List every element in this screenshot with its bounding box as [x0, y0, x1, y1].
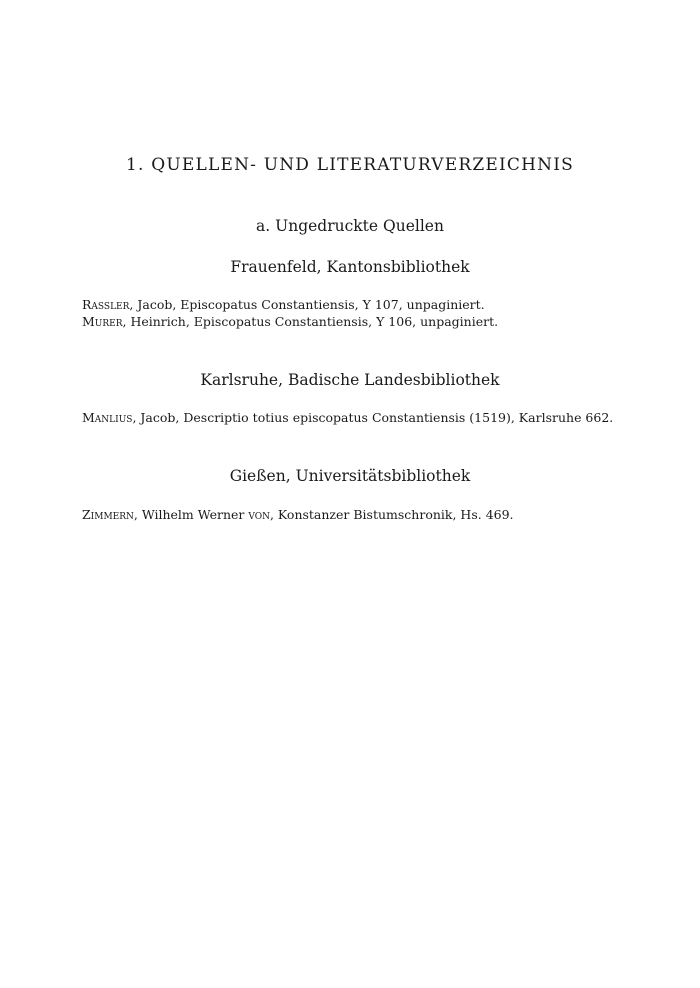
subsection-title: a. Ungedruckte Quellen: [256, 217, 444, 235]
entry-details: , Jacob, Descriptio totius episcopatus Constantiensis (1519), Karlsruhe 662.: [132, 410, 614, 425]
bibliography-entry: [82, 410, 613, 425]
entry-details: , Wilhelm Werner: [133, 507, 249, 522]
entry-details: , Heinrich, Episcopatus Constantiensis, Y 106, unpaginiert.: [122, 314, 499, 329]
entry-details: , Jacob, Episcopatus Constantiensis, Y 107, unpaginiert.: [129, 297, 485, 312]
entry-author: Manlius: [82, 410, 133, 425]
entry-author: Zimmern: [82, 507, 134, 522]
library-heading-frauenfeld: Frauenfeld, Kantonsbibliothek: [230, 258, 470, 276]
chapter-title: 1. QUELLEN- UND LITERATURVERZEICHNIS: [126, 155, 574, 175]
entry-author: Rassler: [82, 297, 130, 312]
library-heading-giessen: Gießen, Universitätsbibliothek: [229, 467, 471, 485]
bibliography-entry: [82, 297, 485, 312]
library-heading-karlsruhe: Karlsruhe, Badische Landesbibliothek: [200, 371, 500, 389]
entry-author: Murer: [82, 314, 123, 329]
bibliography-entry: [82, 507, 514, 522]
entry-details: , Konstanzer Bistumschronik, Hs. 469.: [269, 507, 514, 522]
bibliography-entry: [82, 314, 498, 329]
entry-name-particle: von: [248, 507, 270, 522]
